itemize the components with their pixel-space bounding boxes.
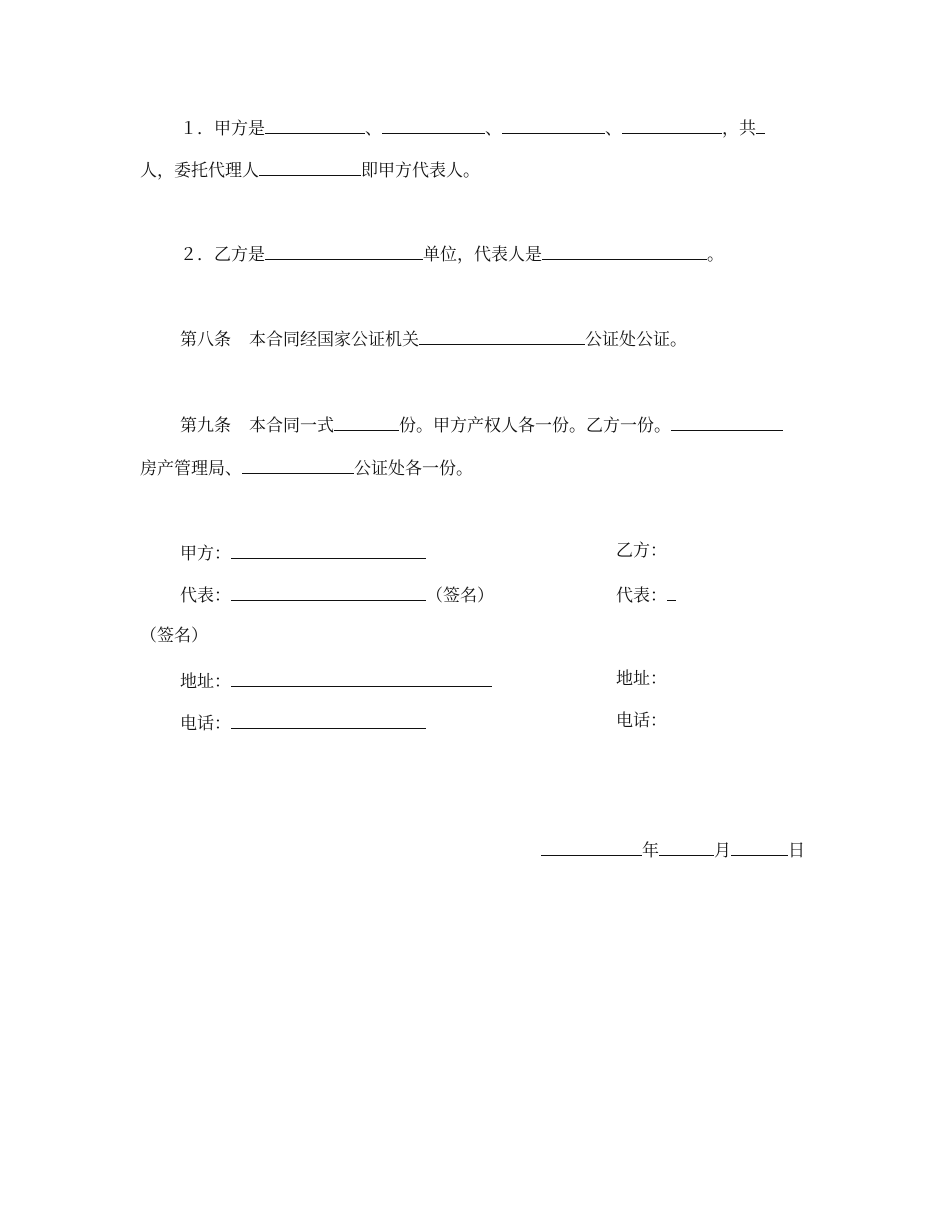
party-a-label: 甲方：	[180, 544, 231, 564]
party-a-blank-1[interactable]	[265, 116, 365, 134]
phone-a-row	[180, 711, 426, 734]
day-blank[interactable]	[731, 838, 788, 856]
copies-count-blank[interactable]	[334, 413, 399, 431]
article-9-line-2	[140, 456, 473, 479]
phone-b-row	[616, 711, 667, 731]
clause-2-line	[180, 242, 724, 265]
notary-office-blank[interactable]	[242, 456, 354, 474]
separator: 、	[605, 119, 622, 139]
clause-2-end: 。	[707, 245, 724, 265]
article-9-mid: 份。甲方产权人各一份。乙方一份。	[399, 416, 671, 436]
article-8-end: 公证处公证。	[585, 330, 687, 350]
separator: 、	[485, 119, 502, 139]
address-a-row	[180, 669, 492, 692]
clause-2-rep-text: 单位，代表人是	[423, 245, 542, 265]
day-label: 日	[788, 841, 805, 861]
clause-2-label: ２．乙方是	[180, 245, 265, 265]
clause-1-count-text: ，共	[722, 119, 756, 139]
address-a-label: 地址：	[180, 672, 231, 692]
article-8-text: 本合同经国家公证机关	[249, 330, 419, 350]
clause-1-line-2	[140, 158, 480, 181]
party-b-rep-blank[interactable]	[542, 242, 707, 260]
article-9-text: 本合同一式	[249, 416, 334, 436]
address-b-label: 地址：	[616, 669, 667, 689]
clause-1-agent-label: 人，委托代理人	[140, 161, 259, 181]
party-b-label: 乙方：	[616, 541, 667, 561]
rep-b-label: 代表：	[616, 586, 667, 606]
address-b-row	[616, 669, 667, 689]
address-a-blank[interactable]	[231, 669, 492, 687]
rep-a-row	[180, 583, 494, 606]
article-9-end: 公证处各一份。	[354, 459, 473, 479]
clause-1-label: １．甲方是	[180, 119, 265, 139]
article-9-heading: 第九条	[180, 416, 231, 436]
article-9-bureau-text: 房产管理局、	[140, 459, 242, 479]
separator: 、	[365, 119, 382, 139]
date-row	[541, 838, 805, 861]
housing-bureau-blank[interactable]	[671, 413, 783, 431]
article-8-heading: 第八条	[180, 330, 231, 350]
year-label: 年	[642, 841, 659, 861]
clause-1-line-1	[180, 116, 765, 139]
notary-agency-blank[interactable]	[419, 327, 585, 345]
clause-1-agent-end: 即甲方代表人。	[361, 161, 480, 181]
party-a-row	[180, 541, 426, 564]
rep-a-label: 代表：	[180, 586, 231, 606]
rep-b-blank[interactable]	[667, 583, 676, 601]
phone-b-label: 电话：	[616, 711, 667, 731]
party-a-count-blank[interactable]	[756, 116, 765, 134]
party-b-row	[616, 541, 667, 561]
rep-a-blank[interactable]	[231, 583, 426, 601]
rep-a-sign-note: （签名）	[426, 586, 494, 606]
year-blank[interactable]	[541, 838, 642, 856]
rep-b-row	[616, 583, 676, 606]
month-label: 月	[714, 841, 731, 861]
rep-b-sign-note-row	[140, 626, 208, 646]
article-8-line	[180, 327, 687, 350]
phone-a-label: 电话：	[180, 714, 231, 734]
party-a-blank-3[interactable]	[502, 116, 605, 134]
party-a-signature-blank[interactable]	[231, 541, 426, 559]
party-b-unit-blank[interactable]	[265, 242, 423, 260]
phone-a-blank[interactable]	[231, 711, 426, 729]
party-a-blank-4[interactable]	[622, 116, 722, 134]
rep-b-sign-note: （签名）	[140, 626, 208, 646]
agent-blank[interactable]	[259, 158, 361, 176]
party-a-blank-2[interactable]	[382, 116, 485, 134]
article-9-line-1	[180, 413, 783, 436]
month-blank[interactable]	[659, 838, 714, 856]
